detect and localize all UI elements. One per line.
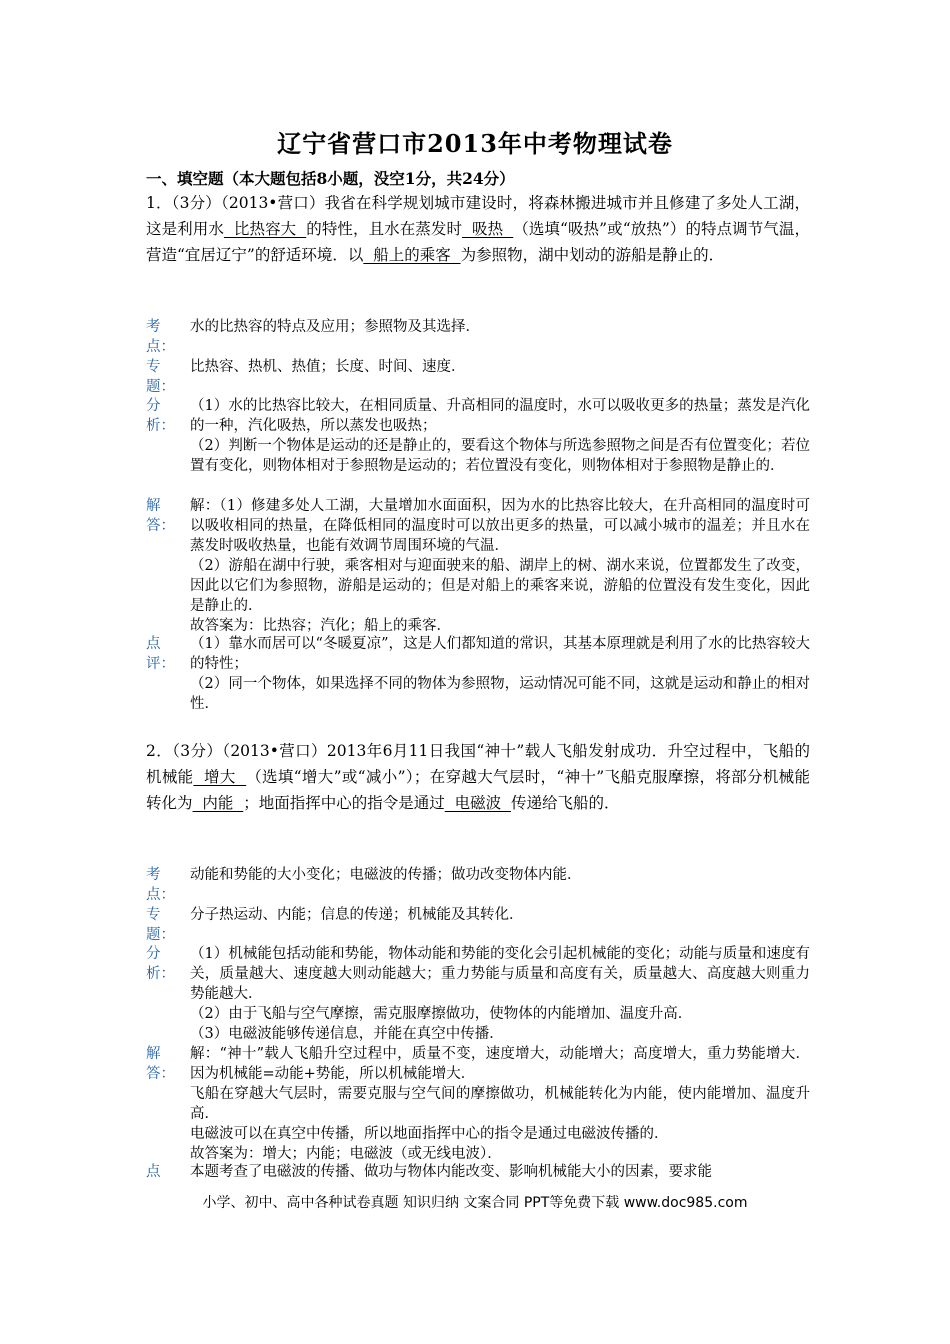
q1-kaodian-text: 水的比热容的特点及应用；参照物及其选择． [190,319,480,335]
q2-jieda-2: 飞船在穿越大气层时，需要克服与空气间的摩擦做功，机械能转化为内能，使内能增加、温度升高． [190,1086,810,1122]
label-zhuanti: 专题： [146,907,175,943]
label-dianping: 点评： [146,636,175,672]
q2-answer-1: 增大 [193,768,247,786]
q1-answer-3: 船上的乘客 [363,246,461,264]
q1-zhuanti-text: 比热容、热机、热值；长度、时间、速度． [190,359,466,375]
q2-dianping-1: 本题考查了电磁波的传播、做功与物体内能改变、影响机械能大小的因素，要求能 [190,1164,712,1180]
q1-fenxi-2: （2）判断一个物体是运动的还是静止的，要看这个物体与所选参照物之间是否有位置变化；若位置有变化，则物体相对于参照物是运动的；若位置没有变化，则物体相对于参照物是静止的． [190,438,810,474]
label-kaodian: 考点： [146,319,175,355]
q1-jieda-2: （2）游船在湖中行驶，乘客相对与迎面驶来的船、湖岸上的树、湖水来说，位置都发生了改变，因此以它们为参照物，游船是运动的；但是对船上的乘客来说，游船的位置没有发生变化，因此是静止的． [190,558,810,614]
q2-fenxi-2: （2）由于飞船与空气摩擦，需克服摩擦做功，使物体的内能增加、温度升高． [190,1006,693,1022]
q2-fenxi-3: （3）电磁波能够传递信息，并能在真空中传播． [190,1026,504,1042]
q1-jieda-1: 解：（1）修建多处人工湖，大量增加水面面积，因为水的比热容比较大，在升高相同的温度时可以吸收相同的热量，在降低相同的温度时可以放出更多的热量，可以减小城市的温差；并且水在蒸发时吸收热量，也能有效调节周围环境的气温． [190,498,810,554]
page-title: 辽宁省营口市2013年中考物理试卷 [277,129,673,158]
q2-jieda-4: 故答案为：增大；内能；电磁波（或无线电波）． [190,1146,502,1162]
q1-dianping-2: （2）同一个物体，如果选择不同的物体为参照物，运动情况可能不同，这就是运动和静止的相对性． [190,676,810,712]
q1-text-3: （选填“吸热”或“放热”）的特点调节气温，营造“宜居辽宁”的舒适环境．以 [146,220,810,264]
q1-dianping-1: （1）靠水而居可以“冬暖夏凉”，这是人们都知道的常识，其基本原理就是利用了水的比热容较大的特性； [190,636,810,672]
q2-kaodian-text: 动能和势能的大小变化；电磁波的传播；做功改变物体内能． [190,867,582,883]
label-jieda: 解答： [146,498,175,534]
q2-text-1: 2．（3分）（2013•营口）2013年6月11日我国“神十”载人飞船发射成功．升空过程中，飞船的机械能 [146,742,810,786]
label-kaodian: 考点： [146,867,175,903]
label-jieda: 解答： [146,1046,175,1082]
q1-text-2: 的特性，且水在蒸发时 [306,220,463,238]
label-fenxi: 分析： [146,946,175,982]
q2-jieda-3: 电磁波可以在真空中传播，所以地面指挥中心的指令是通过电磁波传播的． [190,1126,669,1142]
q2-answer-2: 内能 [192,794,244,812]
q1-answer-2: 吸热 [462,220,514,238]
q1-text-1: 1．（3分）（2013•营口）我省在科学规划城市建设时，将森林搬进城市并且修建了多处人工湖，这是利用水 [146,194,810,238]
page-footer: 小学、初中、高中各种试卷真题 知识归纳 文案合同 PPT等免费下载 www.doc985.com [202,1195,748,1211]
label-fenxi: 分析： [146,398,175,434]
q2-jieda-1: 解：“神十”载人飞船升空过程中，质量不变，速度增大，动能增大；高度增大，重力势能增大．因为机械能=动能+势能，所以机械能增大． [190,1046,810,1082]
q1-jieda-3: 故答案为：比热容；汽化；船上的乘客． [190,618,451,634]
label-dianping: 点 [146,1164,161,1180]
section-heading: 一、填空题（本大题包括8小题，没空1分，共24分） [146,169,515,188]
q2-text-3: ；地面指挥中心的指令是通过 [243,794,445,812]
q2-fenxi-1: （1）机械能包括动能和势能，物体动能和势能的变化会引起机械能的变化；动能与质量和速度有关，质量越大、速度越大则动能越大；重力势能与质量和高度有关，质量越大、高度越大则重力势能越大． [190,946,810,1002]
q1-text-4: 为参照物，湖中划动的游船是静止的． [460,246,725,264]
q2-text-2: （选填“增大”或“减小”）；在穿越大气层时，“神十”飞船克服摩擦，将部分机械能转化为 [146,768,810,812]
q2-zhuanti-text: 分子热运动、内能；信息的传递；机械能及其转化． [190,907,524,923]
question-2 [146,738,810,816]
q1-fenxi-1: （1）水的比热容比较大，在相同质量、升高相同的温度时，水可以吸收更多的热量；蒸发是汽化的一种，汽化吸热，所以蒸发也吸热； [190,398,810,434]
q1-answer-1: 比热容大 [223,220,307,238]
q2-answer-3: 电磁波 [444,794,511,812]
question-1 [146,190,810,268]
label-zhuanti: 专题： [146,359,175,395]
q2-text-4: 传递给飞船的． [510,794,620,812]
